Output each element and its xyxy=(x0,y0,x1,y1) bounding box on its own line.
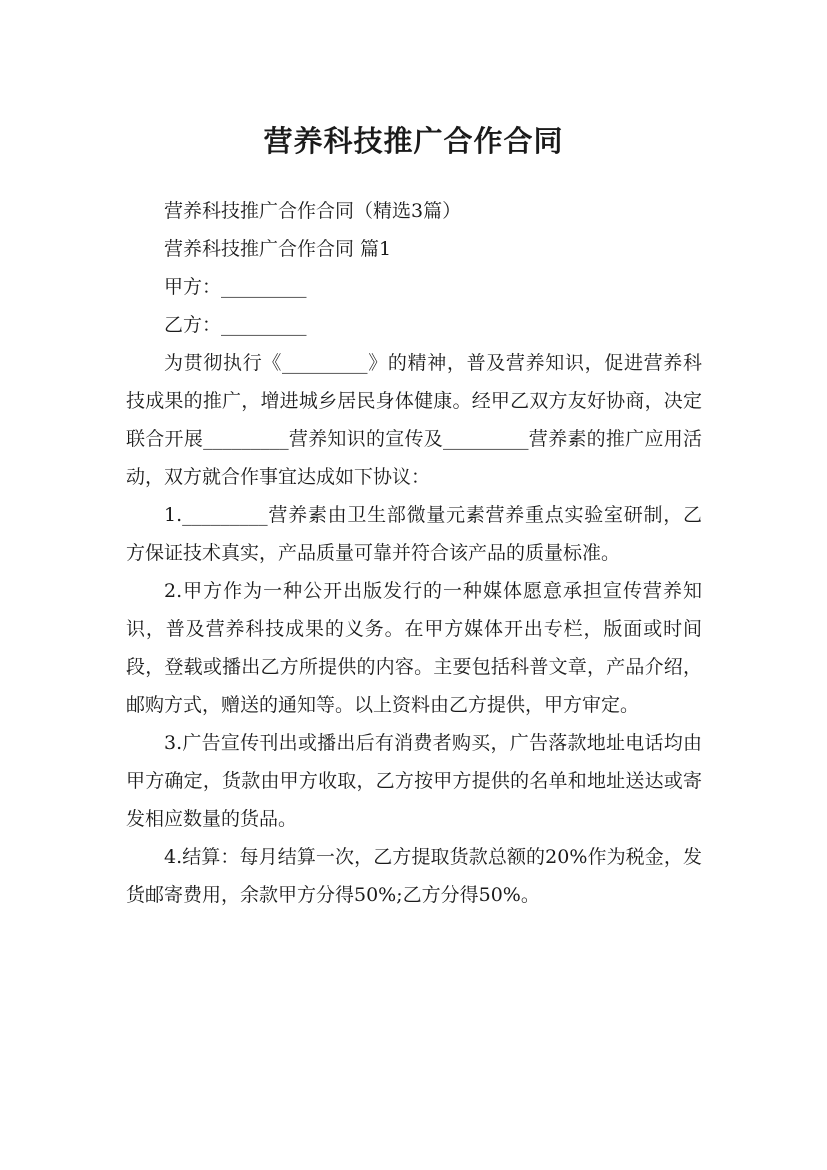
paragraph-party-a: 甲方：_________ xyxy=(164,276,307,298)
paragraph-preamble: 为贯彻执行《_________》的精神，普及营养知识，促进营养科技成果的推广，增进城乡居民身体健康。经甲乙双方友好协商，决定联合开展_________营养知识的宣传及_________营养素的推广应用活动，双方就合作事宜达成如下协议： xyxy=(126,352,702,488)
paragraph-subtitle: 营养科技推广合作合同（精选3篇） xyxy=(164,200,462,222)
document-title: 营养科技推广合作合同 xyxy=(263,124,564,159)
paragraph-clause-2: 2.甲方作为一种公开出版发行的一种媒体愿意承担宣传营养知识，普及营养科技成果的义务。在甲方媒体开出专栏，版面或时间段，登载或播出乙方所提供的内容。主要包括科普文章，产品介绍，邮购方式，赠送的通知等。以上资料由乙方提供，甲方审定。 xyxy=(126,580,702,716)
paragraph-party-b: 乙方：_________ xyxy=(164,314,307,336)
paragraph-section-heading: 营养科技推广合作合同 篇1 xyxy=(164,238,392,260)
paragraph-clause-1: 1._________营养素由卫生部微量元素营养重点实验室研制，乙方保证技术真实，产品质量可靠并符合该产品的质量标准。 xyxy=(126,504,702,564)
paragraph-clause-3: 3.广告宣传刊出或播出后有消费者购买，广告落款地址电话均由甲方确定，货款由甲方收取，乙方按甲方提供的名单和地址送达或寄发相应数量的货品。 xyxy=(126,732,702,830)
paragraph-clause-4: 4.结算：每月结算一次，乙方提取货款总额的20%作为税金，发货邮寄费用，余款甲方分得50%;乙方分得50%。 xyxy=(126,846,702,906)
document-body xyxy=(126,192,702,914)
